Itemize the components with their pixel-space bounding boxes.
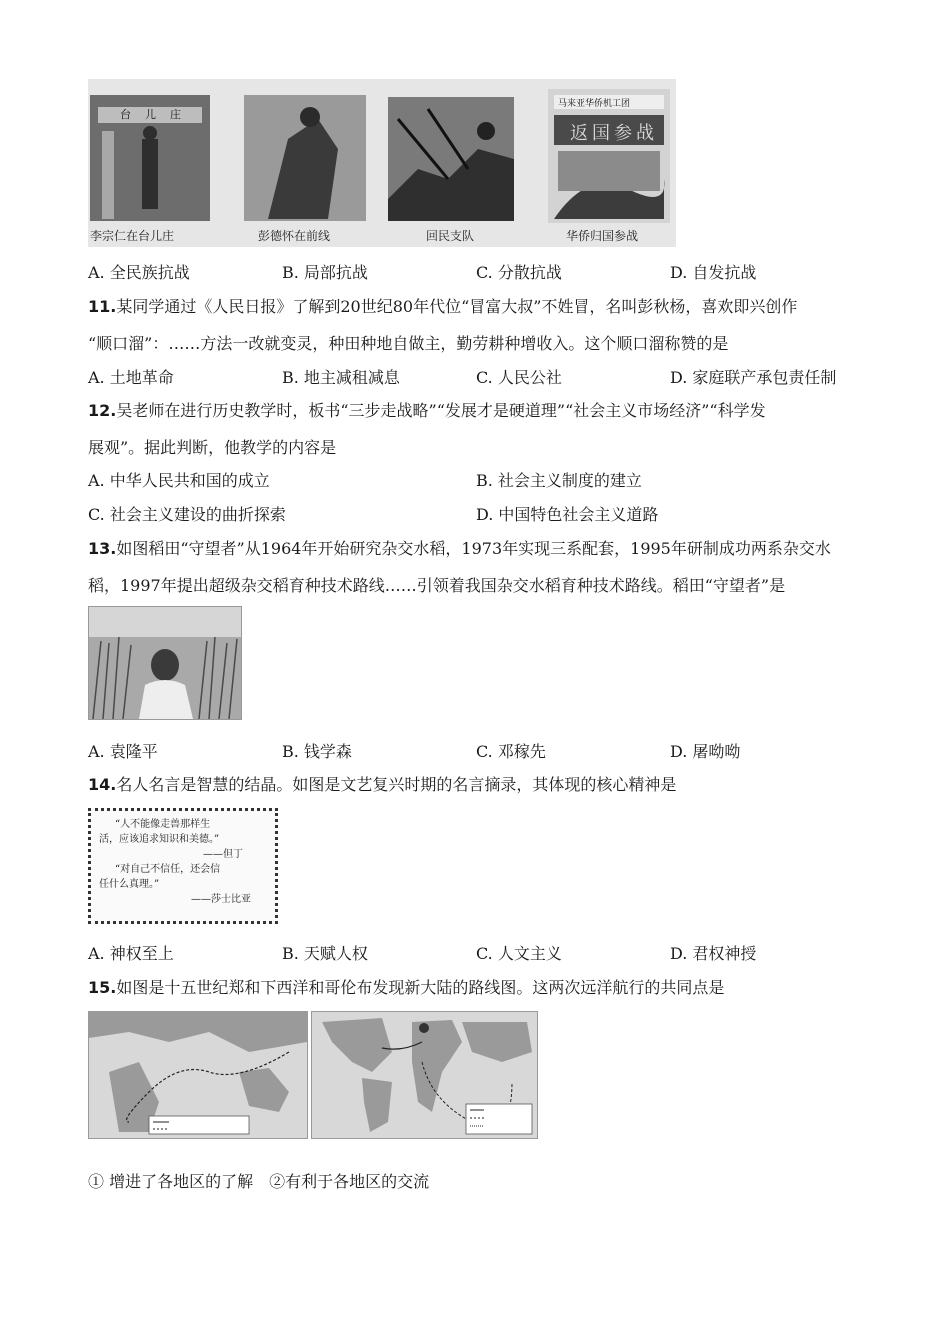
q12-number: 12. <box>88 401 117 420</box>
q12-stem-line2: 展观”。据此判断，他教学的内容是 <box>88 438 337 457</box>
photo4-header: 马来亚华侨机工团 <box>558 99 631 109</box>
q10-photo-strip <box>88 79 676 247</box>
caption-1: 李宗仁在台儿庄 <box>90 229 175 243</box>
q14-number: 14. <box>88 775 117 794</box>
q12-option-c[interactable]: C. 社会主义建设的曲折探索 <box>88 505 286 524</box>
q10-option-b[interactable]: B. 局部抗战 <box>282 263 368 282</box>
q10-option-c[interactable]: C. 分散抗战 <box>476 263 562 282</box>
q13-number: 13. <box>88 539 117 558</box>
q11-option-b[interactable]: B. 地主减租减息 <box>282 368 400 387</box>
q13-stem-line2: 稻，1997年提出超级杂交稻育种技术路线……引领着我国杂交水稻育种技术路线。稻田“守望者”是 <box>88 576 786 595</box>
q12-stem-line1: 12.吴老师在进行历史教学时，板书“三步走战略”“发展才是硬道理”“社会主义市场经济”“科学发 <box>88 401 766 420</box>
photo4-banner: 返国参战 <box>570 123 658 144</box>
q11-option-d[interactable]: D. 家庭联产承包责任制 <box>670 368 837 387</box>
q13-stem-line1: 13.如图稻田“守望者”从1964年开始研究杂交水稻，1973年实现三系配套，1995年研制成功两系杂交水 <box>88 539 831 558</box>
q14-option-c[interactable]: C. 人文主义 <box>476 944 562 963</box>
q11-option-c[interactable]: C. 人民公社 <box>476 368 562 387</box>
q13-option-d[interactable]: D. 屠呦呦 <box>670 742 741 761</box>
quote-attribution-dante: ——但丁 <box>203 849 243 860</box>
q12-option-a[interactable]: A. 中华人民共和国的成立 <box>88 471 270 490</box>
q14-option-a[interactable]: A. 神权至上 <box>88 944 174 963</box>
q11-stem-line1: 11.某同学通过《人民日报》了解到20世纪80年代位“冒富大叔”不姓冒，名叫彭秋杨，喜欢即兴创作 <box>88 297 798 316</box>
q12-option-d[interactable]: D. 中国特色社会主义道路 <box>476 505 659 524</box>
q10-option-d[interactable]: D. 自发抗战 <box>670 263 757 282</box>
columbus-map-svg <box>312 1012 537 1138</box>
quote-line-3: “对自己不信任，还会信 <box>115 864 221 875</box>
zheng-he-map-svg <box>89 1012 307 1138</box>
renaissance-quote-box <box>88 808 278 924</box>
q11-option-a[interactable]: A. 土地革命 <box>88 368 174 387</box>
q13-option-b[interactable]: B. 钱学森 <box>282 742 352 761</box>
photo1-sign: 台儿庄 <box>120 108 195 121</box>
q10-option-a[interactable]: A. 全民族抗战 <box>88 263 190 282</box>
q14-option-d[interactable]: D. 君权神授 <box>670 944 757 963</box>
caption-4: 华侨归国参战 <box>566 229 639 243</box>
columbus-route-map <box>311 1011 538 1139</box>
q13-option-a[interactable]: A. 袁隆平 <box>88 742 158 761</box>
quote-attribution-shakespeare: ——莎士比亚 <box>191 894 251 905</box>
quote-line-2: 活，应该追求知识和美德。” <box>99 834 220 845</box>
q14-stem-line1: 14.名人名言是智慧的结晶。如图是文艺复兴时期的名言摘录，其体现的核心精神是 <box>88 775 677 794</box>
rice-field-svg <box>89 607 241 719</box>
zheng-he-route-map <box>88 1011 308 1139</box>
caption-3: 回民支队 <box>426 229 475 243</box>
q12-option-b[interactable]: B. 社会主义制度的建立 <box>476 471 642 490</box>
q15-statements: ① 增进了各地区的了解 ②有利于各地区的交流 <box>88 1172 430 1191</box>
q11-stem-line2: “顺口溜”：……方法一改就变灵，种田种地自做主，勤劳耕种增收入。这个顺口溜称赞的是 <box>88 334 729 353</box>
quote-line-1: “人不能像走兽那样生 <box>115 819 211 830</box>
q15-stem-line1: 15.如图是十五世纪郑和下西洋和哥伦布发现新大陆的路线图。这两次远洋航行的共同点是 <box>88 978 725 997</box>
quote-line-4: 任什么真理。” <box>99 879 160 890</box>
q13-option-c[interactable]: C. 邓稼先 <box>476 742 546 761</box>
q11-number: 11. <box>88 297 117 316</box>
caption-2: 彭德怀在前线 <box>258 229 331 243</box>
q15-number: 15. <box>88 978 117 997</box>
rice-field-photo <box>88 606 242 720</box>
q14-option-b[interactable]: B. 天赋人权 <box>282 944 368 963</box>
